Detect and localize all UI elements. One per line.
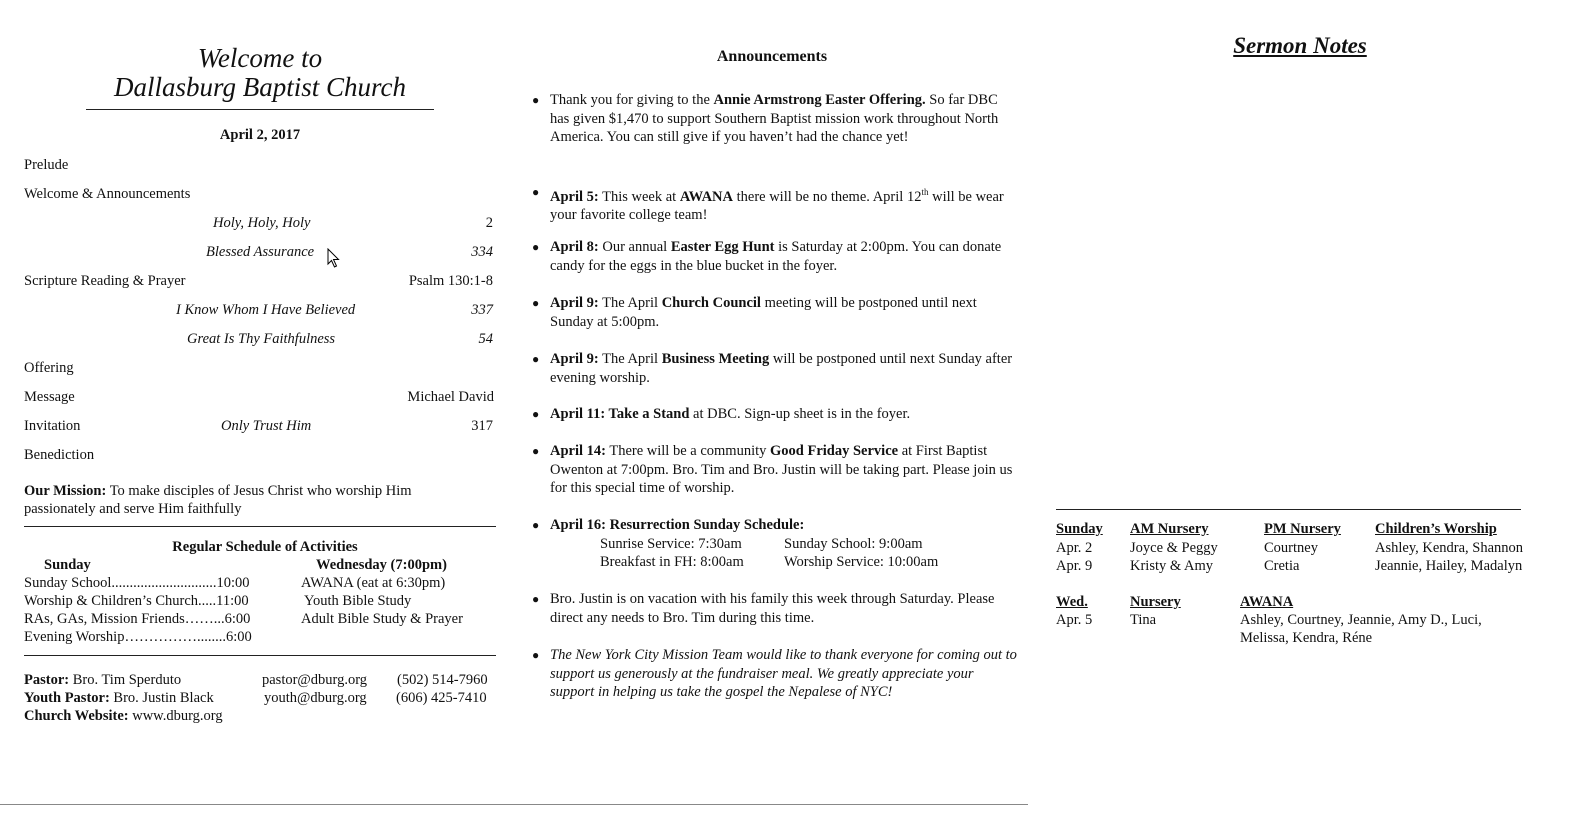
wednesday-header: Wed. <box>1056 594 1088 610</box>
awana-volunteers: Melissa, Kendra, Réne <box>1240 630 1373 646</box>
scripture-reading: Scripture Reading & Prayer <box>24 273 186 289</box>
easter-schedule-item: Sunrise Service: 7:30am <box>600 535 742 552</box>
schedule-wednesday-item: Adult Bible Study & Prayer <box>301 611 463 627</box>
awana-volunteers: Ashley, Courtney, Jeannie, Amy D., Luci, <box>1240 612 1482 628</box>
nursery-date: Apr. 9 <box>1056 558 1093 574</box>
hymn-title: Holy, Holy, Holy <box>213 215 311 231</box>
schedule-wednesday-header: Wednesday (7:00pm) <box>316 557 447 573</box>
schedule-sunday-item: Evening Worship……………........6:00 <box>24 629 252 645</box>
sermon-notes-title: Sermon Notes <box>1233 33 1367 58</box>
nursery-pm-volunteer: Cretia <box>1264 558 1300 574</box>
easter-schedule-item: Worship Service: 10:00am <box>784 553 939 570</box>
scripture-reference: Psalm 130:1-8 <box>408 273 493 289</box>
bullet-icon: ● <box>532 296 540 310</box>
nursery-divider <box>1056 509 1521 510</box>
mission-text-line2: passionately and serve Him faithfully <box>24 501 242 517</box>
bullet-icon: ● <box>532 592 540 606</box>
childrens-worship-volunteer: Ashley, Kendra, Shannon <box>1375 540 1524 556</box>
schedule-sunday-item: RAs, GAs, Mission Friends……...6:00 <box>24 611 251 627</box>
website-label: Church Website: <box>24 708 129 724</box>
welcome-announcements: Welcome & Announcements <box>24 186 191 202</box>
welcome-title-line2: Dallasburg Baptist Church <box>113 72 407 102</box>
invitation-hymn-number: 317 <box>471 418 493 434</box>
easter-schedule-item: Sunday School: 9:00am <box>784 535 923 552</box>
title-divider <box>86 109 434 110</box>
schedule-title: Regular Schedule of Activities <box>172 539 358 555</box>
mission-text-line1: To make disciples of Jesus Christ who worship Him <box>109 483 412 499</box>
page-bottom-border <box>0 804 1028 805</box>
awana-header: AWANA <box>1240 594 1294 610</box>
mission-divider <box>24 526 496 527</box>
bullet-icon: ● <box>532 407 540 421</box>
nursery-am-volunteer: Kristy & Amy <box>1130 558 1213 574</box>
prelude: Prelude <box>24 157 69 173</box>
hymn-number: 334 <box>471 244 493 260</box>
youth-pastor-name: Bro. Justin Black <box>113 690 214 706</box>
nursery-pm-volunteer: Courtney <box>1264 540 1318 556</box>
wednesday-nursery-volunteer: Tina <box>1130 612 1157 628</box>
nursery-sunday-header: Sunday <box>1056 521 1103 537</box>
hymn-title: Great Is Thy Faithfulness <box>187 331 336 347</box>
youth-pastor-email: youth@dburg.org <box>264 690 367 706</box>
nursery-am-header: AM Nursery <box>1130 521 1209 537</box>
mouse-cursor-icon <box>327 248 341 269</box>
service-date: April 2, 2017 <box>219 127 301 143</box>
nursery-pm-header: PM Nursery <box>1264 521 1341 537</box>
announcements-heading: Announcements <box>716 48 828 65</box>
message-speaker: Michael David <box>407 389 494 405</box>
invitation-hymn: Only Trust Him <box>221 418 312 434</box>
schedule-wednesday-item: Youth Bible Study <box>304 593 412 609</box>
bullet-icon: ● <box>532 352 540 366</box>
nursery-am-volunteer: Joyce & Peggy <box>1130 540 1218 556</box>
church-website: www.dburg.org <box>132 708 223 724</box>
pastor-phone: (502) 514-7960 <box>397 672 488 688</box>
youth-pastor-label: Youth Pastor: <box>24 690 110 706</box>
youth-pastor-phone: (606) 425-7410 <box>396 690 487 706</box>
pastor-email: pastor@dburg.org <box>262 672 368 688</box>
easter-schedule-item: Breakfast in FH: 8:00am <box>600 553 744 570</box>
schedule-sunday-item: Sunday School.............................10:00 <box>24 575 250 591</box>
wednesday-nursery-header: Nursery <box>1130 594 1181 610</box>
invitation: Invitation <box>24 418 81 434</box>
schedule-sunday-item: Worship & Children’s Church.....11:00 <box>24 593 249 609</box>
welcome-title-line1: Welcome to <box>197 43 323 73</box>
schedule-divider <box>24 655 496 656</box>
hymn-title: Blessed Assurance <box>206 244 315 260</box>
bullet-icon: ● <box>532 93 540 107</box>
schedule-sunday-header: Sunday <box>44 557 91 573</box>
childrens-worship-volunteer: Jeannie, Hailey, Madalyn <box>1375 558 1523 574</box>
bullet-icon: ● <box>532 518 540 532</box>
hymn-title: I Know Whom I Have Believed <box>176 302 356 318</box>
nursery-date: Apr. 2 <box>1056 540 1093 556</box>
hymn-number: 2 <box>485 215 493 231</box>
schedule-wednesday-item: AWANA (eat at 6:30pm) <box>301 575 446 591</box>
pastor-label: Pastor: <box>24 672 70 688</box>
childrens-worship-header: Children’s Worship <box>1375 521 1497 537</box>
pastor-name: Bro. Tim Sperduto <box>72 672 182 688</box>
message: Message <box>24 389 75 405</box>
hymn-number: 54 <box>478 331 493 347</box>
hymn-number: 337 <box>471 302 493 318</box>
wednesday-date: Apr. 5 <box>1056 612 1093 628</box>
benediction: Benediction <box>24 447 95 463</box>
bullet-icon: ● <box>532 648 540 662</box>
mission-label: Our Mission: <box>24 483 107 499</box>
bullet-icon: ● <box>532 240 540 254</box>
bullet-icon: ● <box>532 444 540 458</box>
offering: Offering <box>24 360 74 376</box>
bullet-icon: ● <box>532 185 540 199</box>
